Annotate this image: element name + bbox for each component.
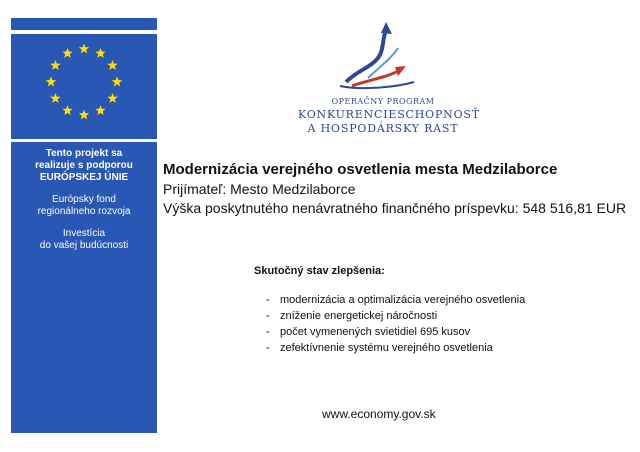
star-icon: [95, 105, 105, 115]
star-icon: [107, 93, 117, 103]
eu-flag: [11, 34, 157, 139]
improvements-title: Skutočný stav zlepšenia:: [254, 265, 385, 277]
project-amount: Výška poskytnutého nenávratného finančného príspevku: 548 516,81 EUR: [163, 200, 627, 216]
eu-line: do vašej budúcnosti: [39, 240, 129, 251]
op-line: OPERAČNÝ PROGRAM: [331, 97, 435, 106]
improvements-list: [266, 292, 525, 356]
eu-stars-icon: [11, 34, 157, 139]
star-icon: [62, 105, 72, 115]
star-icon: [95, 48, 105, 58]
project-info: [163, 160, 633, 218]
star-icon: [79, 44, 89, 54]
eu-top-bar: [11, 18, 157, 30]
eu-line: Európsky fond: [52, 194, 116, 205]
star-icon: [79, 110, 89, 120]
list-item: - počet vymenených svietidiel 695 kusov: [266, 326, 471, 338]
eu-panel: [11, 18, 157, 433]
op-line: KONKURENCIESCHOPNOSŤ: [298, 108, 480, 121]
star-icon: [112, 77, 122, 87]
list-item: - modernizácia a optimalizácia verejného osvetlenia: [266, 294, 526, 306]
star-icon: [50, 93, 60, 103]
star-icon: [46, 77, 56, 87]
eu-line: Investícia: [62, 228, 106, 239]
project-title: Modernizácia verejného osvetlenia mesta Medzilaborce: [163, 161, 558, 178]
star-icon: [50, 60, 60, 70]
website-link[interactable]: www.economy.gov.sk: [322, 407, 436, 421]
star-icon: [107, 60, 117, 70]
eu-line: Tento projekt sa: [45, 148, 123, 159]
list-item: - zefektívnenie systému verejného osvetlenia: [266, 342, 493, 354]
project-recipient: Prijímateľ: Mesto Medzilaborce: [163, 181, 356, 197]
op-line: A HOSPODÁRSKY RAST: [307, 122, 459, 135]
star-icon: [62, 48, 72, 58]
list-item: - zníženie energetickej náročnosti: [266, 310, 438, 322]
eu-line: realizuje s podporou: [35, 160, 133, 171]
eu-line: regionálneho rozvoja: [37, 206, 131, 217]
op-logo: [298, 20, 480, 140]
eu-support-text: [11, 142, 157, 433]
growth-arrows-icon: [338, 20, 428, 92]
eu-line: EURÓPSKEJ ÚNIE: [39, 172, 129, 183]
